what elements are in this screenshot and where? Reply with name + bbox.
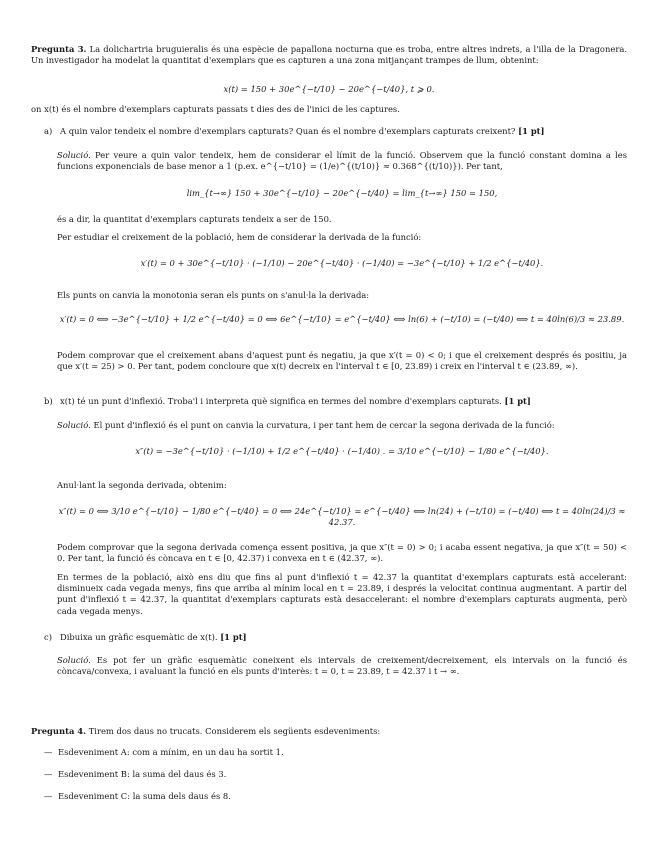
q3b-paragraph-2: Anul·lant la segonda derivada, obtenim:: [57, 480, 227, 490]
q4-intro-paragraph: [31, 726, 627, 737]
q3a-paragraph-3: Per estudiar el creixement de la població, hem de considerar la derivada de la funció:: [57, 232, 422, 242]
q3a-paragraph-5: Podem comprovar que el creixement abans d'aquest punt és negatiu, ja que x′(t = 0) < 0; i que el creixement després és positiu, ja que x′(t = 25) > 0. Per tant, podem concloure que x(t) decreix en l'interval t ∈ [0, 23.89) i creix en l'interval t ∈ (23.89, ∞).: [57, 350, 627, 372]
q3c-solution-label: Solució.: [57, 655, 91, 665]
q3b-paragraph-4: En termes de la població, això ens diu que fins al punt d'inflexió t = 42.37 la quantitat d'exemplars capturats està accelerant: disminueix cada vegada menys, fins que arriba al mínim local en t = 23.89, i després la velocitat continua augmentant. A partir del punt d'inflexió t = 42.37, la quantitat d'exemplars capturats està desaccelerant: el nombre d'exemplars capturats augmenta, però cada vegada menys.: [57, 572, 627, 616]
q3b-inflection-equation: x″(t) = 0 ⟺ 3/10 e^{−t/10} − 1/80 e^{−t/40} = 0 ⟺ 24e^{−t/10} = e^{−t/40} ⟺ ln(24) + (−t/10) = (−t/40) ⟺ t = 40ln(24)/3 ≈ 42.37.: [58, 506, 626, 528]
q3c-label: c): [44, 632, 52, 642]
q3a-paragraph-4: Els punts on canvia la monotonia seran els punts on s'anul·la la derivada:: [57, 290, 370, 300]
q4-intro: Tirem dos daus no trucats. Considerem els següents esdeveniments:: [88, 726, 381, 736]
q4-event-c: Esdeveniment C: la suma dels daus és 8.: [58, 791, 231, 801]
q3a-derivative-equation: x′(t) = 0 + 30e^{−t/10} · (−1/10) − 20e^{−t/40} · (−1/40) = −3e^{−t/10} + 1/2 e^{−t/40}.: [140, 258, 544, 268]
q4-title: Pregunta 4.: [31, 726, 87, 736]
dash-bullet: —: [44, 747, 53, 757]
q3-model-formula: x(t) = 150 + 30e^{−t/10} − 20e^{−t/40}, t ⩾ 0.: [223, 84, 435, 94]
q3c-solution-p1: [57, 655, 627, 677]
q3a-label: a): [44, 126, 53, 136]
q4-event-b: Esdeveniment B: la suma del daus és 3.: [58, 769, 227, 779]
q3b-solution-p1: [57, 420, 627, 431]
q3c-points: [1 pt]: [220, 632, 247, 642]
q3a-solution-text: Per veure a quin valor tendeix, hem de considerar el límit de la funció. Observem que la funció constant domina a les funcions exponencials de base menor a 1 (p.ex. e^{−t/10} = (1/e)^{(t/10)} ≈ 0.368^{(t/10)}). Per tant,: [57, 150, 627, 172]
q3a-question: [44, 126, 627, 137]
q3a-monotonia-equation: x′(t) = 0 ⟺ −3e^{−t/10} + 1/2 e^{−t/40} = 0 ⟺ 6e^{−t/10} = e^{−t/40} ⟺ ln(6) + (−t/10) = (−t/40) ⟺ t = 40ln(6)/3 ≈ 23.89.: [59, 314, 625, 324]
q3b-question: [44, 396, 627, 407]
dash-bullet: —: [44, 791, 53, 801]
q4-event-item: [44, 769, 627, 780]
q3b-solution-text: El punt d'inflexió és el punt on canvia la curvatura, i per tant hem de cercar la segona derivada de la funció:: [93, 420, 555, 430]
q3b-solution-label: Solució.: [57, 420, 91, 430]
q3a-solution-label: Solució.: [57, 150, 91, 160]
q3-intro-paragraph: [31, 44, 627, 66]
q3b-points: [1 pt]: [504, 396, 531, 406]
q3-intro: La dolichartria bruguieralis és una espècie de papallona nocturna que es troba, entre altres indrets, a l'illa de la Dragonera. Un investigador ha modelat la quantitat d'exemplars que es capturen a una zona mitjançant trampes de llum, obtenint:: [31, 44, 627, 66]
q3a-paragraph-2: és a dir, la quantitat d'exemplars capturats tendeix a ser de 150.: [57, 214, 332, 224]
q3b-paragraph-3: Podem comprovar que la segona derivada comença essent positiva, ja que x″(t = 0) > 0; i acaba essent negativa, ja que x″(t = 50) < 0. Per tant, la funció és còncava en t ∈ [0, 42.37) i convexa en t ∈ (42.37, ∞).: [57, 542, 627, 564]
q3a-solution-p1: [57, 150, 627, 172]
q3a-question-text: A quin valor tendeix el nombre d'exemplars capturats? Quan és el nombre d'exemplars capturats creixent?: [60, 126, 516, 136]
q4-event-item: [44, 747, 627, 758]
q4-event-a: Esdeveniment A: com a mínim, en un dau ha sortit 1.: [58, 747, 284, 757]
dash-bullet: —: [44, 769, 53, 779]
q3b-second-derivative-equation: x″(t) = −3e^{−t/10} · (−1/10) + 1/2 e^{−t/40} · (−1/40) . = 3/10 e^{−t/10} − 1/80 e^{−t/40}.: [135, 446, 549, 456]
q3a-points: [1 pt]: [518, 126, 545, 136]
q3c-question: [44, 632, 627, 643]
q3c-solution-text: Es pot fer un gràfic esquemàtic coneixent els intervals de creixement/decreixement, els intervals on la funció és còncava/convexa, i avaluant la funció en els punts d'interès: t = 0, t = 23.89, t = 42.37 i t → ∞.: [57, 655, 628, 677]
q3-title: Pregunta 3.: [31, 44, 87, 54]
q3b-label: b): [44, 396, 53, 406]
q3a-limit-equation: lim_{t→∞} 150 + 30e^{−t/10} − 20e^{−t/40} = lim_{t→∞} 150 = 150,: [186, 188, 498, 198]
q4-event-item: [44, 791, 627, 802]
q3b-question-text: x(t) té un punt d'inflexió. Troba'l i interpreta què significa en termes del nombre d'exemplars capturats.: [60, 396, 502, 406]
q3-after-formula: on x(t) és el nombre d'exemplars capturats passats t dies des de l'inici de les captures.: [31, 104, 400, 114]
q3c-question-text: Dibuixa un gràfic esquemàtic de x(t).: [60, 632, 218, 642]
